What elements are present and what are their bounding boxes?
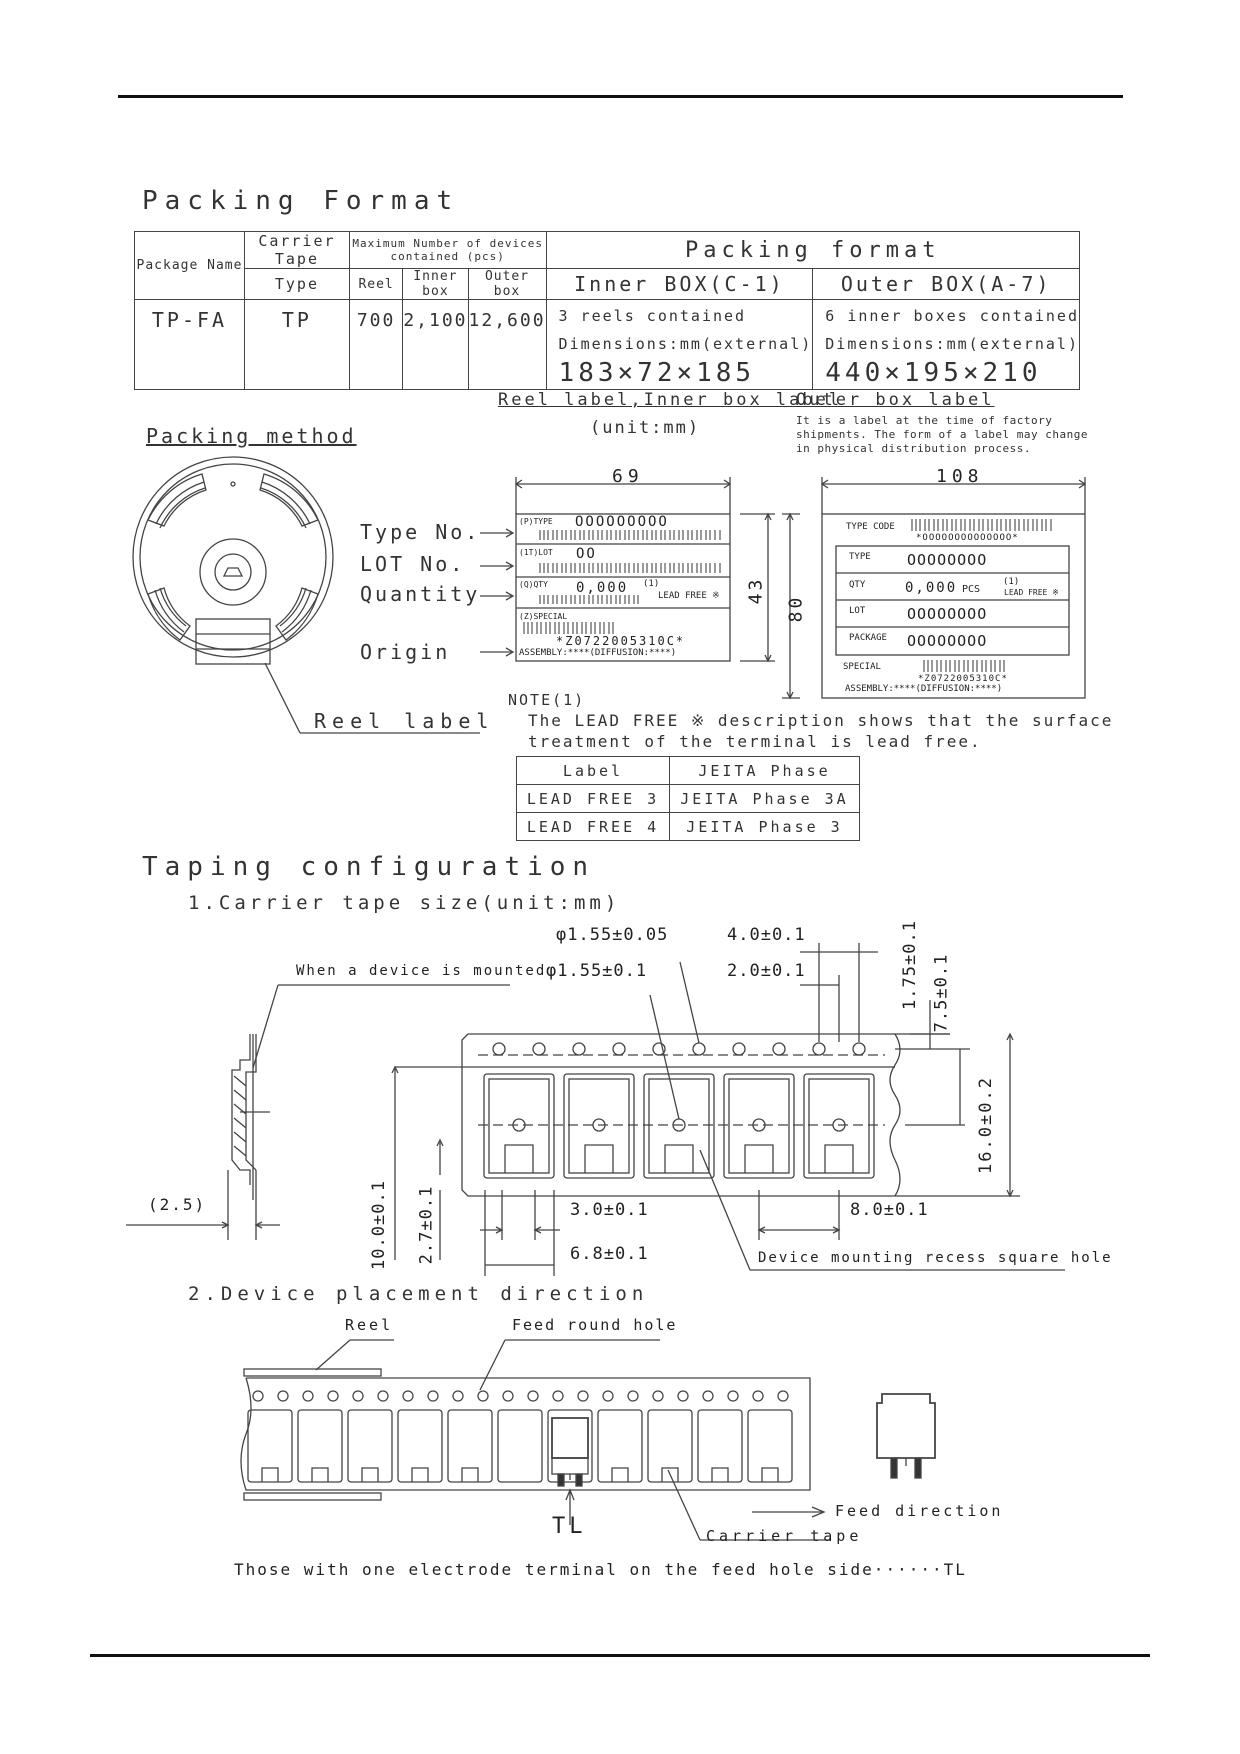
dim-2-0: 2.0±0.1 xyxy=(727,961,806,981)
reel-label-height: 43 xyxy=(745,576,767,605)
taping-title: Taping configuration xyxy=(142,852,596,882)
dim-16-0: 16.0±0.2 xyxy=(975,1076,996,1174)
dim-2-5: (2.5) xyxy=(148,1195,207,1214)
ol-package-value: OOOOOOOO xyxy=(907,632,988,650)
tl-footer-note: Those with one electrode terminal on the feed hole side······TL xyxy=(234,1560,967,1579)
header-package-name: Package Name xyxy=(135,232,245,300)
taping-section2: 2.Device placement direction xyxy=(188,1283,649,1305)
label-lot-no: LOT No. xyxy=(360,552,466,576)
header-carrier-tape: Carrier Tape xyxy=(244,232,349,269)
outer-contained: 6 inner boxes contained xyxy=(825,307,1079,325)
note-line1: The LEAD FREE ※ description shows that the surface xyxy=(528,711,1114,730)
header-outer-box-a7: Outer BOX(A-7) xyxy=(813,269,1080,300)
packing-method-title: Packing method xyxy=(146,424,357,448)
header-inner-box-c1: Inner BOX(C-1) xyxy=(546,269,813,300)
tl-label: TL xyxy=(552,1514,587,1539)
dim-4-0: 4.0±0.1 xyxy=(727,925,806,945)
note-line2: treatment of the terminal is lead free. xyxy=(528,732,982,751)
recess-label: Device mounting recess square hole xyxy=(758,1250,1113,1266)
rl-special-tag: (Z)SPECIAL xyxy=(519,612,568,621)
cell-inner-qty: 2,100 xyxy=(403,300,468,390)
reel-label-title: Reel label,Inner box label xyxy=(498,390,843,410)
cell-outer-qty: 12,600 xyxy=(468,300,546,390)
ol-assembly: ASSEMBLY:****(DIFFUSION:****) xyxy=(845,684,1003,694)
reel-label-unit: (unit:mm) xyxy=(590,418,701,438)
dim-2-7: 2.7±0.1 xyxy=(416,1185,437,1265)
label-origin: Origin xyxy=(360,640,451,664)
label-type-no: Type No. xyxy=(360,520,481,544)
ol-package: PACKAGE xyxy=(849,633,887,643)
jeita-header-phase: JEITA Phase xyxy=(670,757,860,785)
ol-qty-value: 0,000 xyxy=(905,580,958,596)
reel-text: Reel xyxy=(345,1316,394,1334)
reel-label-height-outer: 80 xyxy=(785,594,807,623)
outer-label-title: Outer box label xyxy=(796,390,995,410)
ol-type-code: TYPE CODE xyxy=(846,522,895,532)
jeita-table xyxy=(516,756,860,841)
feed-hole-label: Feed round hole xyxy=(512,1316,678,1334)
dim-phi155-01: φ1.55±0.1 xyxy=(546,961,648,981)
dim-10-0: 10.0±0.1 xyxy=(368,1180,389,1270)
label-pointer-arrows xyxy=(480,529,513,656)
header-outer-box: Outer box xyxy=(468,269,546,300)
device-placement-drawing xyxy=(241,1340,935,1540)
dim-8-0: 8.0±0.1 xyxy=(850,1200,929,1220)
ol-qty-unit: PCS xyxy=(962,584,981,595)
label-reel-label: Reel label xyxy=(314,709,495,733)
carrier-tape-label: Carrier tape xyxy=(706,1527,863,1545)
ol-barcode-text: *Z0722005310C* xyxy=(918,674,1008,684)
inner-dimensions: 183×72×185 xyxy=(558,358,756,388)
reel-label-width: 69 xyxy=(612,466,644,487)
outer-label-description: It is a label at the time of factory shipments. The form of a label may change in physical distribution process. xyxy=(796,414,1089,455)
inner-contained: 3 reels contained xyxy=(558,307,747,325)
rl-type-value: OOOOOOOOO xyxy=(575,514,669,530)
ol-special: SPECIAL xyxy=(843,662,881,672)
outer-label-width: 108 xyxy=(936,466,984,487)
taping-section1: 1.Carrier tape size(unit:mm) xyxy=(188,892,621,914)
rl-type-tag: (P)TYPE xyxy=(519,517,553,526)
dim-1-75: 1.75±0.1 xyxy=(899,920,920,1010)
jeita-row1-phase: JEITA Phase 3A xyxy=(670,785,860,813)
packing-format-title: Packing Format xyxy=(142,186,460,216)
note-heading: NOTE(1) xyxy=(508,691,586,709)
ol-type-code-text: *OOOOOOOOOOOOOO* xyxy=(916,533,1019,543)
header-reel: Reel xyxy=(349,269,402,300)
jeita-row2-label: LEAD FREE 4 xyxy=(517,813,670,841)
outer-dimensions: 440×195×210 xyxy=(825,358,1042,388)
jeita-header-label: Label xyxy=(517,757,670,785)
cell-package-name: TP-FA xyxy=(135,300,245,390)
rl-lot-value: OO xyxy=(576,546,597,562)
feed-direction-label: Feed direction xyxy=(835,1502,1004,1520)
rl-lot-tag: (1T)LOT xyxy=(519,548,553,557)
ol-lot: LOT xyxy=(849,606,866,616)
inner-dimensions-label: Dimensions:mm(external) xyxy=(558,335,813,353)
when-mounted-label: When a device is mounted xyxy=(296,963,547,979)
label-quantity: Quantity xyxy=(360,582,481,606)
jeita-row2-phase: JEITA Phase 3 xyxy=(670,813,860,841)
dim-phi155-005: φ1.55±0.05 xyxy=(556,925,669,945)
cell-reel-qty: 700 xyxy=(349,300,402,390)
rl-barcode-text: *Z0722005310C* xyxy=(556,634,686,648)
rl-note-ref: (1) xyxy=(643,579,660,589)
dim-7-5: 7.5±0.1 xyxy=(931,953,952,1033)
header-max-devices: Maximum Number of devices contained (pcs) xyxy=(349,232,546,269)
ol-lead-free: LEAD FREE ※ xyxy=(1004,588,1059,597)
ol-type-value: OOOOOOOO xyxy=(907,551,988,569)
header-carrier-type: Type xyxy=(244,269,349,300)
rl-lead-free: LEAD FREE ※ xyxy=(658,591,720,601)
cell-carrier-type: TP xyxy=(244,300,349,390)
ol-qty: QTY xyxy=(849,580,866,590)
ol-type: TYPE xyxy=(849,552,871,562)
dim-6-8: 6.8±0.1 xyxy=(570,1244,649,1264)
carrier-tape-size-drawing xyxy=(126,943,1065,1276)
ol-note-ref: (1) xyxy=(1003,577,1020,587)
rl-qty-value: 0,000 xyxy=(576,580,629,596)
dim-3-0: 3.0±0.1 xyxy=(570,1200,649,1220)
outer-dimensions-label: Dimensions:mm(external) xyxy=(825,335,1079,353)
header-inner-box: Inner box xyxy=(403,269,468,300)
rl-assembly: ASSEMBLY:****(DIFFUSION:****) xyxy=(519,648,677,658)
rl-qty-tag: (Q)QTY xyxy=(519,580,548,589)
jeita-row1-label: LEAD FREE 3 xyxy=(517,785,670,813)
ol-lot-value: OOOOOOOO xyxy=(907,605,988,623)
header-packing-format: Packing format xyxy=(546,232,1079,269)
